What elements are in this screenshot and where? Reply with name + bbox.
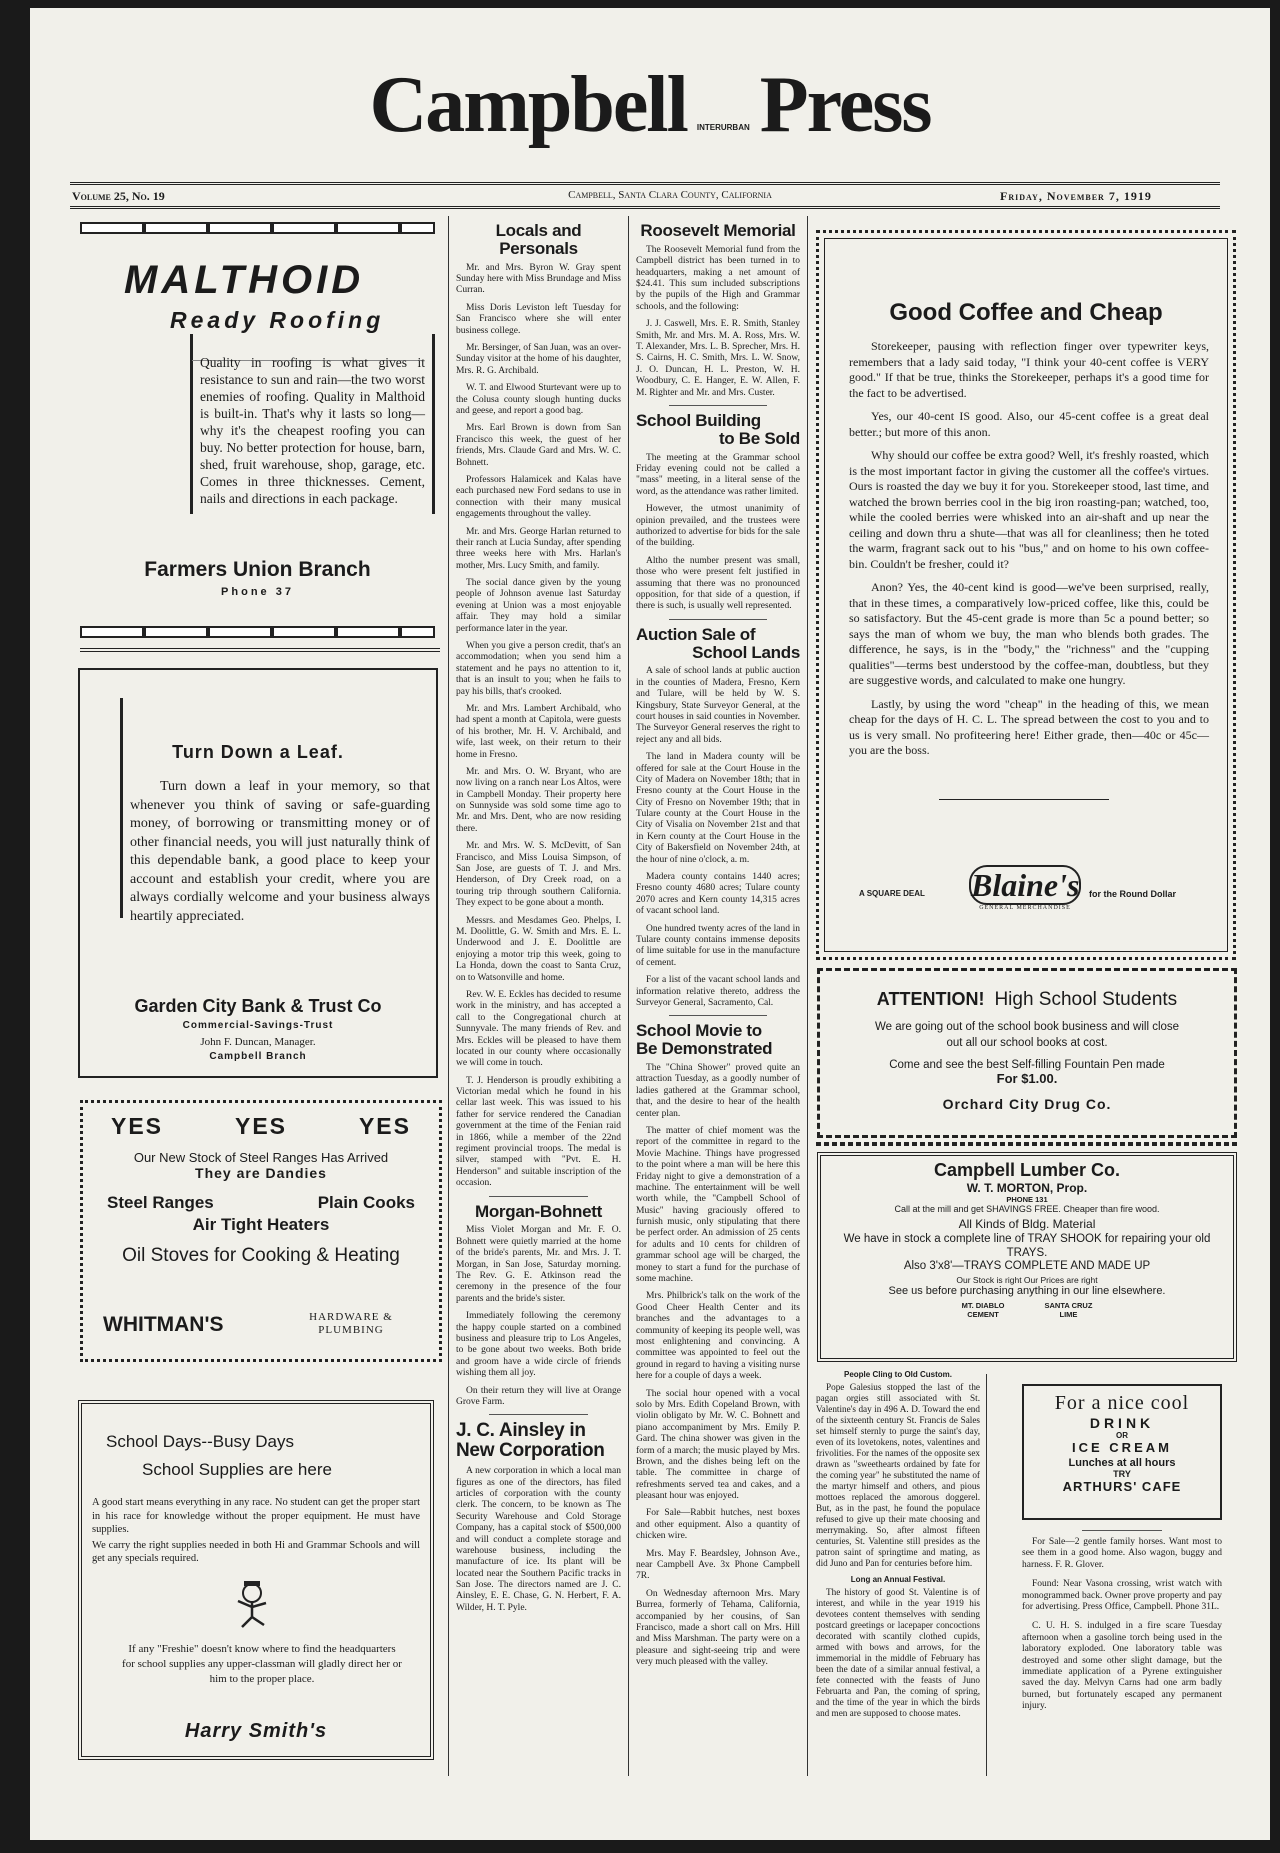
divider (816, 1142, 1238, 1146)
article-paragraph: Miss Violet Morgan and Mr. F. O. Bohnett were quietly married at the home of the bride's parents, Mr. and Mrs. J. T. Morgan, in San Jose, Saturday morning. The Rev. G. E. Atkinson read the ceremony in the presence of the four parents and the bride's sister. (456, 1225, 621, 1304)
whitman-line2: They are Dandies (195, 1165, 327, 1181)
steel-ranges-text: Steel Ranges (107, 1193, 214, 1212)
article-paragraph: A new corporation in which a local man figures as one of the directors, has filed articles of corporation with the county clerk. The concern, to be known as The Security Warehouse and Cold Storage Company, has a capital stock of $500,000 and will conduct a complete storage and warehouse business, including the manufacture of ice. Its plant will be located near the Southern Pacific tracks in San Jose. The directors named are J. C. Ainsley, E. E. Chase, G. N. Herbert, F. A. Wilder, H. T. Pyle. (456, 1466, 621, 1613)
issue-date: Friday, November 7, 1919 (1000, 189, 1152, 203)
classified-item: For Sale—2 gentle family horses. Want most to see them in a good home. Also wagon, buggy and harness. F. R. Glover. (1022, 1537, 1222, 1570)
ad-paragraph: Lastly, by using the word "cheap" in the heading of this, we mean cheap for the days of H. C. L. The spread between the cost to you and to us is very small. No profiteering here! Either grade, then—40c or 45c—you are the boss. (849, 696, 1209, 757)
article-paragraph: The Roosevelt Memorial fund from the Campbell district has been turned in to headquarters, making a net amount of $24.41. This sum included subscriptions by the pupils of the High and Grammar schools, and the following: (636, 244, 800, 312)
movie-headline-line1: School Movie to (636, 1021, 762, 1041)
masthead-rule-top (70, 182, 1220, 185)
article-paragraph: Madera county contains 1440 acres; Fresno county 4680 acres; Tulare county 2070 acres and Kern county 14,315 acres of vacant school land. (636, 872, 800, 917)
lumber-prop: W. T. MORTON, Prop. (966, 1181, 1088, 1195)
lumber-line3: We have in stock a complete line of TRAY SHOOK for repairing your old TRAYS. (843, 1233, 1211, 1259)
divider (489, 1414, 588, 1415)
article-paragraph: For a list of the vacant school lands and information relative thereto, address the Surveyor General, Sacramento, Cal. (636, 975, 800, 1008)
classified-item: C. U. H. S. indulged in a fire scare Tuesday afternoon when a gasoline torch being used in the laboratory exploded. One laboratory table was destroyed and some other slight damage, but the immediate application of a Pyrene extinguisher saved the day. Melvyn Carns had one arm badly burned, but fortunately escaped any permanent injury. (1022, 1621, 1222, 1712)
local-news-item: Mr. Bersinger, of San Juan, was an over-Sunday visitor at the home of his daughter, Mrs. R. G. Archibald. (456, 343, 621, 376)
divider (1082, 1530, 1162, 1531)
locals-paragraphs (456, 263, 621, 1190)
lumber-ad (817, 1152, 1237, 1362)
smith-ad (78, 1400, 434, 1760)
lumber-phone: PHONE 131 (1006, 1195, 1048, 1204)
column-rule (986, 1374, 987, 1776)
smith-name: Harry Smith's (184, 1720, 328, 1742)
coffee-left-tag: A SQUARE DEAL (859, 889, 925, 898)
lime-tag (1045, 1301, 1093, 1319)
cement-brand: MT. DIABLO (961, 1301, 1005, 1310)
local-news-item: Mrs. Earl Brown is down from San Francisco this week, the guest of her friends, Mrs. Claude Gard and Mrs. W. C. Bohnett. (456, 423, 621, 468)
news-column (636, 222, 800, 1675)
divider (80, 648, 440, 652)
masthead-title-right: Press (759, 61, 931, 149)
arthur-line5: Lunches at all hours (1068, 1457, 1176, 1469)
whitman-line5: Oil Stoves for Cooking & Heating (122, 1245, 400, 1266)
classified-item: Found: Near Vasona crossing, wrist watch with monogrammed back. Owner prove property and pay for advertising. Press Office, Campbell. Phone 31L. (1022, 1579, 1222, 1612)
article-paragraph: The meeting at the Grammar school Friday evening could not be called a "mass" meeting, in a literal sense of the word, as the attendance was rather limited. (636, 452, 800, 497)
drug-price: For $1.00. (996, 1071, 1058, 1086)
coffee-right-tag: for the Round Dollar (1089, 889, 1176, 899)
masthead-title-left: Campbell (369, 61, 687, 149)
classifieds-column (1022, 1526, 1222, 1720)
whitman-dept: HARDWARE & PLUMBING (309, 1311, 393, 1336)
lime-brand: SANTA CRUZ (1044, 1301, 1093, 1310)
cement-tag (962, 1301, 1005, 1319)
roosevelt-paragraphs (636, 245, 800, 399)
drug-name: Orchard City Drug Co. (942, 1096, 1112, 1112)
valentine-paragraphs (816, 1382, 980, 1570)
malthoid-title: MALTHOID (124, 258, 365, 302)
malthoid-body: Quality in roofing is what gives it resistance to sun and rain—the two worst enemies of roofing. Quality in Malthoid is built-in. That's why it lasts so long—why it's the cheapest roofing you can buy. No better protection for house, barn, shed, fruit warehouse, shop, garage, etc. Comes in three thicknesses. Cement, nails and directions in each package. (200, 355, 425, 506)
valentine-paragraphs2 (816, 1587, 980, 1719)
column-rule (448, 216, 449, 1776)
lumber-products (821, 1301, 1233, 1319)
valentine-headline2: Long an Annual Festival. (850, 1575, 946, 1585)
bank-left-rule (120, 698, 123, 918)
arthur-line6: TRY (1113, 1469, 1131, 1479)
freshie-figure-icon (222, 1579, 282, 1629)
bank-type: Commercial-Savings-Trust (182, 1020, 334, 1031)
arthur-line4: ICE CREAM (1072, 1440, 1172, 1455)
morgan-paragraphs (456, 1225, 621, 1408)
auction-paragraphs (636, 666, 800, 1009)
ad-paragraph: Anon? Yes, the 40-cent kind is good—we've been surprised, really, that in these times, a comparatively low-priced coffee, like this, could be so satisfactory. But the 45-cent grade is more than 5c a pound better; so says the man of whom we buy, the man who blends both grades. The difference, he says, is in the "body," the "richness" and the "cupping qualities"—terms best understood by the coffee-man, doubtless, but they are suggestive words, and calculated to make one hungry. (849, 580, 1209, 687)
masthead-title-mid: INTERURBAN (696, 122, 750, 132)
movie-headline-line2: Be Demonstrated (636, 1039, 773, 1059)
school-building-headline-line2: to Be Sold (718, 428, 800, 448)
school-building-paragraphs (636, 453, 800, 613)
bank-manager: John F. Duncan, Manager. (200, 1036, 316, 1048)
whitman-line4: Air Tight Heaters (192, 1215, 330, 1234)
local-news-item: Mr. and Mrs. W. S. McDevitt, of San Francisco, and Miss Louisa Simpson, of San Jose, are guests of T. J. and Mrs. Henderson, of Dry Creek road, on a touring trip through southern California. They expect to be gone about a month. (456, 841, 621, 909)
article-paragraph: The matter of chief moment was the report of the committee in regard to the Movie Machine. Things have progressed to the point where a man will be here this Friday night to give a demonstration of a machine. The entertainment will be well worth while, the "Campbell School of Music" having graciously offered to furnish music, only stipulating that there be perfect order. An admission of 25 cents for adults and 10 cents for children of grammar school age will be charged, the money to start a fund for the purchase of some machine. (636, 1125, 800, 1285)
local-news-item: Professors Halamicek and Kalas have each purchased new Ford sedans to use in connection with their many musical engagements throughout the valley. (456, 474, 621, 520)
bank-title: Turn Down a Leaf. (172, 742, 344, 762)
masthead (30, 60, 1270, 151)
divider (669, 619, 767, 620)
ad-paragraph: Yes, our 40-cent IS good. Also, our 45-cent coffee is a great deal better.; but more of this anon. (849, 409, 1209, 439)
blaines-logo-sub: GENERAL MERCHANDISE (979, 905, 1071, 911)
whitman-line1: Our New Stock of Steel Ranges Has Arrived (133, 1150, 389, 1165)
blaines-logo-text: Blaine's (971, 867, 1080, 903)
malthoid-right-rule (432, 334, 435, 514)
lumber-line4: Also 3'x8'—TRAYS COMPLETE AND MADE UP (903, 1260, 1151, 1272)
article-paragraph: The land in Madera county will be offered for sale at the Court House in the City of Madera on November 18th; that in Fresno county at the Court House in the City of Fresno on November 19th; that in Tulare county at the Court House in the City of Visalia on November 21st and that in Kern county at the Court House in the City of Bakersfield on November 24th, at the hour of nine o'clock, a. m. (636, 752, 800, 865)
yes-row (83, 1103, 439, 1140)
auction-headline-line1: Auction Sale of (636, 624, 756, 644)
classified-items (1022, 1537, 1222, 1712)
ornamental-bar (80, 626, 435, 638)
arthur-line2: DRINK (1089, 1415, 1155, 1431)
article-paragraph: Altho the number present was small, those who were present felt justified in assuming that there was no pronounced opposition, for that side of a question, if there is such, is usually well represented. (636, 555, 800, 612)
drug-ad (817, 968, 1237, 1138)
article-paragraph: J. J. Caswell, Mrs. E. R. Smith, Stanley Smith, Mr. and Mrs. M. A. Ross, Mrs. W. T. Alexander, Mrs. L. B. Sprecher, Mrs. H. S. Cairns, H. C. Smith, Mrs. L. W. Snow, J. O. Duncan, H. L. Preston, W. H. Woodbury, C. E. Hanger, E. W. Allen, F. M. Righter and Mr. and Mrs. Custer. (636, 319, 800, 398)
drug-headline (820, 989, 1234, 1011)
arthur-ad (1022, 1384, 1222, 1520)
bank-branch: Campbell Branch (209, 1051, 307, 1062)
auction-headline-line2: School Lands (692, 642, 800, 662)
malthoid-sponsor: Farmers Union Branch (144, 558, 371, 581)
local-news-item: When you give a person credit, that's an accommodation; when you send him a statement and he pays no attention to it, that is an insult to you; when he fails to pay his bills, that's crooked. (456, 641, 621, 697)
ad-paragraph: Why should our coffee be extra good? Well, it's freshly roasted, which is the most important factor in giving the customer all the coffee's virtues. Ours is roasted the day we buy it for you. Storekeeper stood, last time, and watched the brown berries cool in the big iron roasting-pan; watched, too, while the cooled berries were whisked into an air-shaft and up near the ceiling and down thru a shute—that was all for cleanliness; then he toted the warm, fragrant sack out to his "bus," and on home to his own coffee-bin. Couldn't be fresher, could it? (849, 448, 1209, 571)
ainsley-paragraphs (456, 1466, 621, 1614)
malthoid-ad (80, 222, 435, 652)
coffee-paragraphs (849, 339, 1209, 767)
local-news-item: T. J. Henderson is proudly exhibiting a Victorian medal which he found in his cellar last week. This was issued to his father for service rendered the Canadian government at the time of the Fenian raid in 1866, while a member of the 22nd regiment provincial troops. The medal is silver, stamped with "Pvt. E. H. Henderson" and suitable inscription of the occasion. (456, 1075, 621, 1189)
whitman-ad (80, 1100, 442, 1362)
local-news-item: Mr. and Mrs. Byron W. Gray spent Sunday here with Miss Brundage and Miss Curran. (456, 262, 621, 296)
column-rule (807, 216, 808, 1776)
drug-head2: High School Students (994, 989, 1178, 1010)
local-news-item: Mr. and Mrs. O. W. Bryant, who are now living on a ranch near Los Altos, were in Campbell Monday. Their property here on Sunnyside was sold some time ago to Mr. and Mrs. Dent, who are now residing there. (456, 766, 621, 834)
yes-text: YES (358, 1113, 411, 1139)
place-line: Campbell, Santa Clara County, California (568, 189, 772, 201)
yes-text: YES (111, 1113, 164, 1139)
plain-cooks-text: Plain Cooks (317, 1193, 415, 1212)
divider (489, 1196, 588, 1197)
article-paragraph: Pope Galesius stopped the last of the pagan orgies still associated with St. Valentine's day in 496 A. D. Toward the end of the sixteenth century St. Francis de Sales set himself sternly to purge the saint's day, even of its lovetokens, notes, valentines and frivolities. For the names of the opposite sex drawn as "sweethearts ordained by fate for the coming year" he substituted the name of the martyr himself and others, and pious mottoes replaced the amorous doggerel. But, as in the past, he found the populace refused to give up their mate choosing and merrymaking. So, after almost fifteen centuries, St. Valentine still presides as the patron saint of springtime and mating, as did Juno and Pan for centuries before him. (816, 1381, 980, 1569)
local-news-item: Messrs. and Mesdames Geo. Phelps, I. M. Doolittle, G. W. Smith and Mrs. E. L. Underwood and J. E. Doolittle are enjoying a motor trip this week, going to La Honda, down the coast to Santa Cruz, on to Watsonville and home. (456, 915, 621, 983)
local-news-item: Mr. and Mrs. George Harlan returned to their ranch at Lucia Sunday, after spending three weeks here with Mrs. Harlan's mother, Mrs. Lucy Smith, and family. (456, 526, 621, 571)
smith-line1: School Days--Busy Days (106, 1432, 295, 1451)
movie-paragraphs (636, 1063, 800, 1669)
volume-number: Volume 25, No. 19 (72, 189, 165, 203)
article-paragraph: For Sale—Rabbit hutches, nest boxes and other equipment. Also a quantity of chicken wire. (636, 1508, 800, 1542)
article-paragraph: Mrs. Philbrick's talk on the work of the Good Cheer Health Center and its branches and the advantages to a community of keeping its people well, was most enlightening and convincing. A committee was appointed to feel out the ground in regard to having a visiting nurse here for a couple of days a week. (636, 1291, 800, 1382)
article-paragraph: However, the utmost unanimity of opinion prevailed, and the trustees were authorized to advertise for bids for the sale of the building. (636, 504, 800, 549)
newspaper-page (30, 8, 1270, 1840)
lumber-line5: Our Stock is right Our Prices are right (956, 1275, 1098, 1285)
ainsley-headline: J. C. Ainsley in New Corporation (456, 1420, 605, 1462)
column-rule (628, 216, 629, 1776)
coffee-headline: Good Coffee and Cheap (889, 299, 1163, 326)
drug-head1: ATTENTION! (876, 989, 985, 1009)
arthur-line1: For a nice cool (1054, 1392, 1190, 1414)
smith-body1: A good start means everything in any race. No student can get the proper start in his race for knowledge without the proper equipment. He must have supplies. (92, 1497, 420, 1535)
locals-headline: Locals and Personals (495, 221, 582, 258)
bank-ad (78, 668, 438, 1078)
malthoid-subtitle: Ready Roofing (170, 307, 385, 333)
lumber-line1: Call at the mill and get SHAVINGS FREE. Cheaper than fire wood. (894, 1204, 1160, 1214)
local-news-item: Rev. W. E. Eckles has decided to resume work in the ministry, and has accepted a call to the Congregational church at Sunnyvale. The many friends of Rev. and Mrs. Eckles will be pleased to have them located in our county where occasionally we will come in touch. (456, 989, 621, 1069)
bank-name: Garden City Bank & Trust Co (134, 996, 382, 1016)
local-news-item: Miss Doris Leviston left Tuesday for San Francisco where she will enter business college. (456, 302, 621, 336)
ornamental-bar (80, 222, 435, 234)
lumber-name: Campbell Lumber Co. (933, 1160, 1121, 1180)
lime-label: LIME (1059, 1310, 1078, 1319)
whitman-line3 (83, 1181, 439, 1213)
movie-headline (636, 1022, 800, 1058)
smith-body3: If any "Freshie" doesn't know where to find the headquarters for school supplies any upper-classman will gladly direct her or him to the proper place. (122, 1643, 402, 1685)
school-building-headline-line1: School Building (636, 410, 761, 430)
roosevelt-headline: Roosevelt Memorial (640, 221, 796, 240)
drug-line2: Come and see the best Self-filling Fountain Pen made (889, 1059, 1165, 1071)
lumber-line2: All Kinds of Bldg. Material (958, 1217, 1096, 1231)
ad-paragraph: Storekeeper, pausing with reflection finger over typewriter keys, remembers that a lady said today, "I think your 40-cent coffee is VERY good." If that be true, thinks the Storekeeper, perhaps it's a good time for the fact to be advertised. (849, 339, 1209, 400)
locals-column (456, 222, 621, 1620)
article-paragraph: On Wednesday afternoon Mrs. Mary Burrea, formerly of Tehama, California, accompanied by her cousins, of San Francisco, made a short call on Mrs. Hill and Miss Marshman. The party were on a pleasure and sight-seeing trip and were very much pleased with the valley. (636, 1588, 800, 1668)
article-paragraph: The history of good St. Valentine is of interest, and while in the year 1919 his devotees content themselves with sending postcard greetings or lacepaper concoctions decorated with scantily clothed cupids, armed with bows and arrows, for the immemorial in the middle of February has been the date of a similar annual festival, a fete connected with the feasts of Juno Februarta and Pan, the coming of spring, and the time of the year in which the birds and men are supposed to choose mates. (816, 1586, 980, 1719)
local-news-item: W. T. and Elwood Sturtevant were up to the Colusa county slough hunting ducks and geese, and report a good bag. (456, 383, 621, 416)
smith-line2: School Supplies are here (142, 1460, 332, 1479)
article-paragraph: A sale of school lands at public auction in the counties of Madera, Fresno, Kern and Tulare, will be held by W. S. Kingsbury, State Surveyor General, at the court houses in said counties in November. The Surveyor General reserves the right to reject any and all bids. (636, 666, 800, 745)
divider (939, 799, 1109, 800)
local-news-item: Mr. and Mrs. Lambert Archibald, who had spent a month at Capitola, were guests of his brother, Mr. H. V. Archibald, and wife, last week, on their return to their home in Fresno. (456, 703, 621, 760)
divider (669, 405, 767, 406)
valentine-headline: People Cling to Old Custom. (844, 1370, 952, 1379)
valentine-column (816, 1370, 980, 1725)
school-building-headline (636, 412, 800, 448)
arthur-line7: ARTHURS' CAFE (1062, 1479, 1182, 1494)
smith-body2: We carry the right supplies needed in both Hi and Grammar Schools and will get any specials required. (92, 1539, 420, 1564)
article-paragraph: The social hour opened with a vocal solo by Mrs. Edith Copeland Brown, with violin obligato by Mr. W. C. Bohnett and piano accompaniment by Mrs. Emily P. Gard. The china shower was given in the form of a march; the music played by Mrs. Brown, and the dishes being left on the table. The committee in charge of refreshments served tea and cakes, and a pleasant hour was enjoyed. (636, 1388, 800, 1502)
blaines-logo (969, 865, 1081, 911)
arthur-line3: OR (1116, 1431, 1128, 1440)
drug-line1: We are going out of the school book business and will close out all our school books at cost. (874, 1021, 1180, 1049)
article-paragraph: On their return they will live at Orange Grove Farm. (456, 1385, 621, 1407)
article-paragraph: The "China Shower" proved quite an attraction Tuesday, as a goodly number of ladies gathered at the Grammar school, that, and the desire to hear of the health center plan. (636, 1063, 800, 1119)
lumber-line6: See us before purchasing anything in our line elsewhere. (888, 1285, 1166, 1297)
malthoid-phone: Phone 37 (221, 586, 294, 598)
masthead-rule-bottom (70, 206, 1220, 209)
morgan-headline: Morgan-Bohnett (474, 1201, 603, 1221)
article-paragraph: Mrs. May F. Beardsley, Johnson Ave., near Campbell Ave. 3x Phone Campbell 7R. (636, 1548, 800, 1582)
divider (669, 1015, 767, 1016)
auction-headline (636, 626, 800, 662)
article-paragraph: Immediately following the ceremony the happy couple started on a combined business and pleasure trip to Los Angeles, to be gone about two weeks. Both bride and groom have a wide circle of friends wishing them all joy. (456, 1311, 621, 1379)
whitman-name: WHITMAN'S (103, 1313, 224, 1336)
bank-body: Turn down a leaf in your memory, so that whenever you think of saving or safe-guarding money, of borrowing or transmitting money or of other financial needs, you will just naturally think of this dependable bank, a good place to keep your account and establish your credit, where you are always cordially welcome and your business always heartily appreciated. (130, 779, 430, 924)
coffee-ad (816, 230, 1236, 960)
malthoid-left-rule (190, 334, 193, 514)
article-paragraph: One hundred twenty acres of the land in Tulare county contains immense deposits of lime suitable for use in the manufacture of cement. (636, 923, 800, 968)
yes-text: YES (234, 1113, 288, 1139)
local-news-item: The social dance given by the young people of Johnson avenue last Saturday evening at Union was a most enjoyable affair. They may hold a similar performance later in the year. (456, 578, 621, 634)
cement-label: CEMENT (967, 1310, 999, 1319)
